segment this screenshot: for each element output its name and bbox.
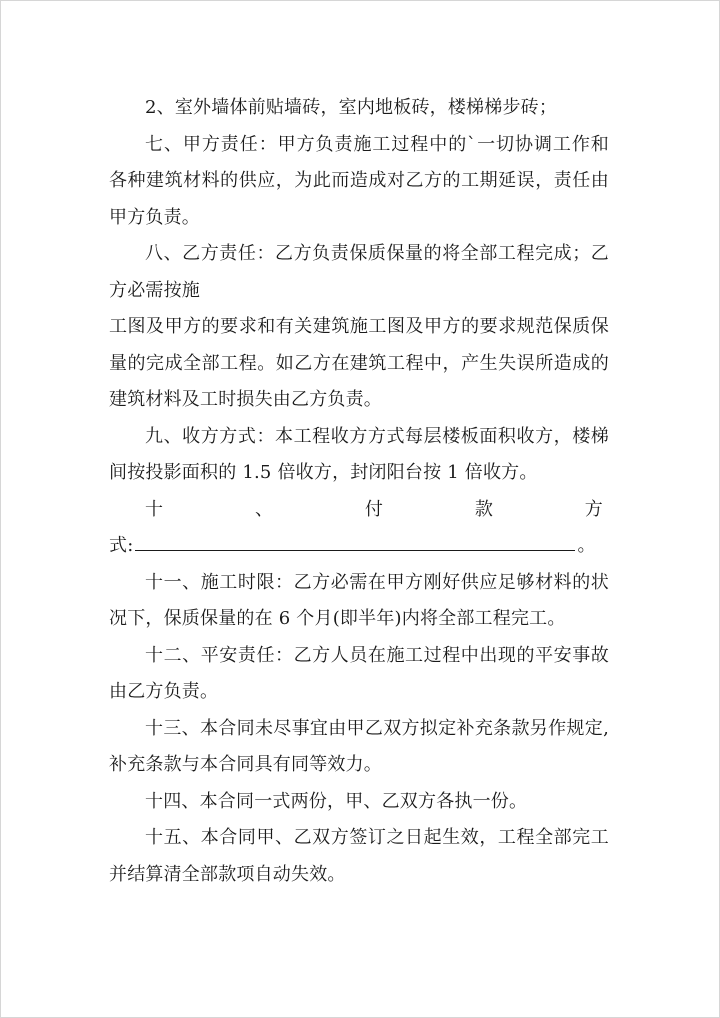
payment-method-prefix: 式: xyxy=(109,535,134,556)
paragraph-safety-duty: 十二、平安责任：乙方人员在施工过程中出现的平安事故由乙方负责。 xyxy=(109,644,609,702)
paragraph-exterior-tiles: 2、室外墙体前贴墙砖，室内地板砖，楼梯梯步砖； xyxy=(145,97,558,118)
payment-method-line xyxy=(109,528,609,565)
paragraph-effective-date: 十五、本合同甲、乙双方签订之日起生效，工程全部完工并结算清全部款项自动失效。 xyxy=(109,827,609,885)
paragraph-copies: 十四、本合同一式两份，甲、乙双方各执一份。 xyxy=(145,790,528,812)
paragraph-construction-period: 十一、施工时限：乙方必需在甲方刚好供应足够材料的状况下，保质保量的在 6 个月(即半年)内将全部工程完工。 xyxy=(109,571,609,629)
document-body xyxy=(109,90,609,893)
payment-heading-char: 付 xyxy=(364,498,384,520)
payment-heading-line xyxy=(109,492,609,529)
paragraph-party-b-duty: 八、乙方责任：乙方负责保质保量的将全部工程完成；乙方必需按施 xyxy=(109,243,609,301)
payment-heading-char: 、 xyxy=(254,498,274,520)
paragraph-party-b-duty-continued: 工图及甲方的要求和有关建筑施工图及甲方的要求规范保质保量的完成全部工程。如乙方在建筑工程中，产生失误所造成的建筑材料及工时损失由乙方负责。 xyxy=(109,316,609,410)
payment-method-suffix: 。 xyxy=(577,535,596,556)
paragraph-measurement-method: 九、收方方式：本工程收方方式每层楼板面积收方，楼梯间按投影面积的 1.5 倍收方，封闭阳台按 1 倍收方。 xyxy=(109,425,609,483)
payment-heading-char: 方 xyxy=(584,498,603,520)
payment-heading-char: 款 xyxy=(474,498,494,520)
paragraph-supplementary-terms: 十三、本合同未尽事宜由甲乙双方拟定补充条款另作规定,补充条款与本合同具有同等效力。 xyxy=(109,717,609,775)
payment-method-blank xyxy=(135,532,575,551)
payment-heading-char: 十 xyxy=(145,498,164,520)
paragraph-party-a-duty: 七、甲方责任：甲方负责施工过程中的`一切协调工作和各种建筑材料的供应，为此而造成对乙方的工期延误，责任由甲方负责。 xyxy=(109,133,609,228)
